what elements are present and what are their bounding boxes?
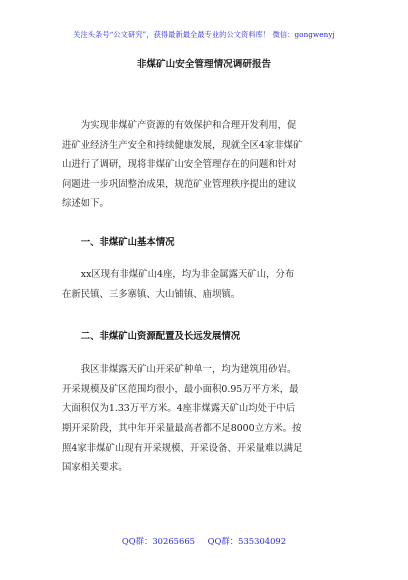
document-title: 非煤矿山安全管理情况调研报告 (136, 59, 272, 70)
section-heading-resources: 二、非煤矿山资源配置及长远发展情况 (80, 331, 241, 343)
intro-line: 进矿业经济生产安全和持续健康发展，现就全区4家非煤矿 (62, 139, 303, 151)
intro-line: 山进行了调研，现将非煤矿山安全管理存在的问题和针对 (62, 159, 297, 171)
section-paragraph-basic-info (62, 265, 344, 304)
qq-group-1[interactable]: QQ群：30265665 (121, 536, 195, 546)
paragraph-line: 期开采阶段，其中年开采量最高者都不足8000立方米。按 (62, 422, 302, 434)
paragraph-line: 在新民镇、三多寨镇、大山铺镇、庙坝镇。 (62, 288, 241, 300)
intro-paragraph (62, 116, 344, 214)
section-paragraph-resources (62, 360, 344, 478)
intro-line: 问题进一步巩固整治成果，规范矿业管理秩序提出的建议 (62, 178, 297, 190)
paragraph-line: 我区非煤露天矿山开采矿种单一，均为建筑用砂岩。 (80, 364, 297, 376)
paragraph-line: 国家相关要求。 (62, 462, 128, 474)
qq-group-2[interactable]: QQ群：535304092 (207, 536, 287, 546)
paragraph-line: xx区现有非煤矿山4座，均为非金属露天矿山，分布 (80, 268, 295, 280)
intro-line: 综述如下。 (62, 198, 109, 210)
footer-contact (0, 535, 408, 547)
intro-line: 为实现非煤矿产资源的有效保护和合理开发利用，促 (80, 120, 297, 131)
paragraph-line: 大面积仅为1.33万平方米。4座非煤露天矿山均处于中后 (62, 403, 296, 415)
section-heading-basic-info: 一、非煤矿山基本情况 (80, 236, 175, 248)
paragraph-line: 开采规模及矿区范围均很小，最小面积0.95万平方米，最 (62, 383, 299, 395)
document-body (62, 116, 344, 478)
promo-banner[interactable]: 关注头条号“公文研究”，获得最新最全最专业的公文资料库！ 微信：gongwenyj (73, 30, 335, 39)
paragraph-line: 照4家非煤矿山现有开采规模、开采设备、开采量难以满足 (62, 442, 303, 454)
